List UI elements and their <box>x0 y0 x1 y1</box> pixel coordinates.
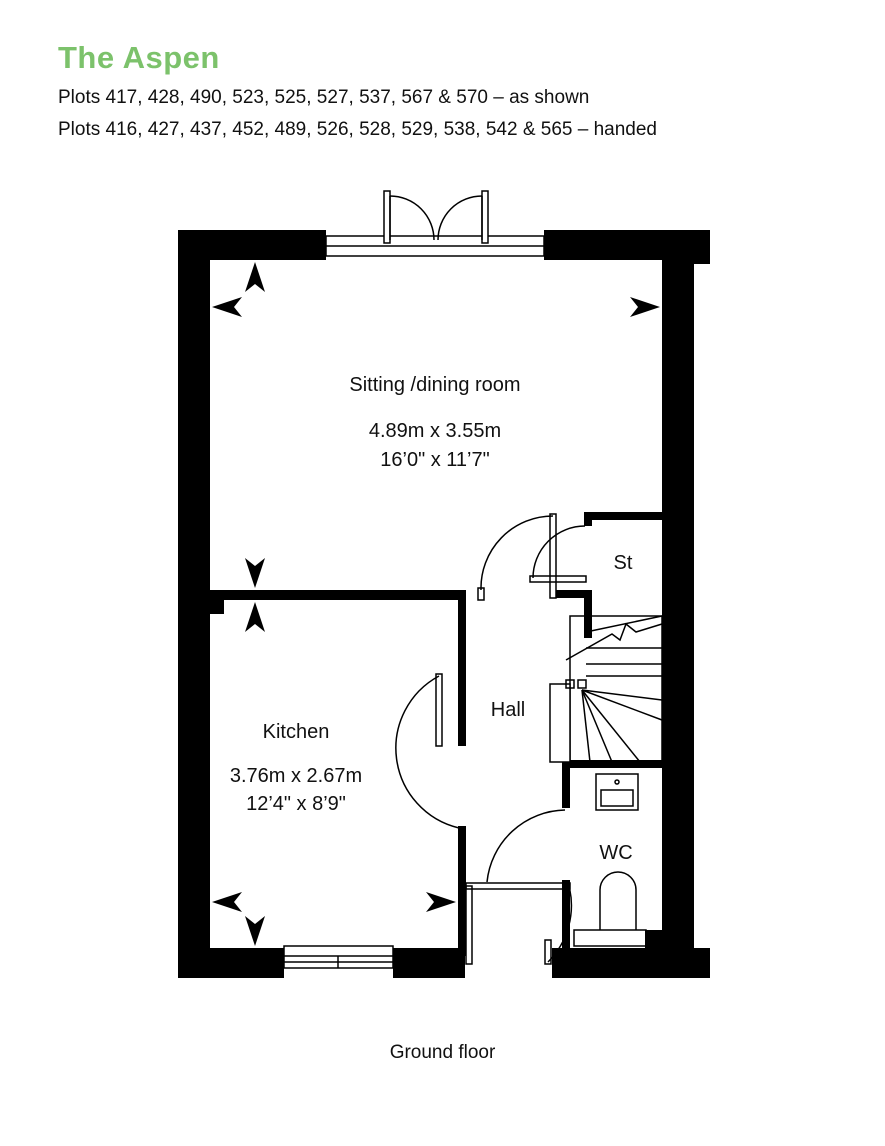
plots-handed: Plots 416, 427, 437, 452, 489, 526, 528, 529, 538, 542 & 565 – handed <box>58 119 658 140</box>
dimension-arrows <box>212 262 660 946</box>
stairs <box>550 616 662 762</box>
kitchen-imperial: 12’4" x 8’9" <box>246 793 346 815</box>
sitting-room-metric: 4.89m x 3.55m <box>368 420 502 442</box>
plots-as-shown: Plots 417, 428, 490, 523, 525, 527, 537, 567 & 570 – as shown <box>58 87 590 108</box>
room-labels <box>230 374 633 864</box>
store-name: St <box>613 552 633 574</box>
floor-label: Ground floor <box>389 1042 496 1063</box>
wc-name: WC <box>599 842 633 864</box>
outer-walls <box>178 230 710 978</box>
front-window <box>284 946 393 968</box>
kitchen-name: Kitchen <box>262 721 330 743</box>
kitchen-metric: 3.76m x 2.67m <box>229 765 363 787</box>
sitting-room-imperial: 16’0" x 11’7" <box>380 449 490 471</box>
sitting-room-name: Sitting /dining room <box>349 374 521 396</box>
hall-name: Hall <box>490 699 526 721</box>
plan-title: The Aspen <box>58 40 220 75</box>
rear-window <box>326 191 544 256</box>
